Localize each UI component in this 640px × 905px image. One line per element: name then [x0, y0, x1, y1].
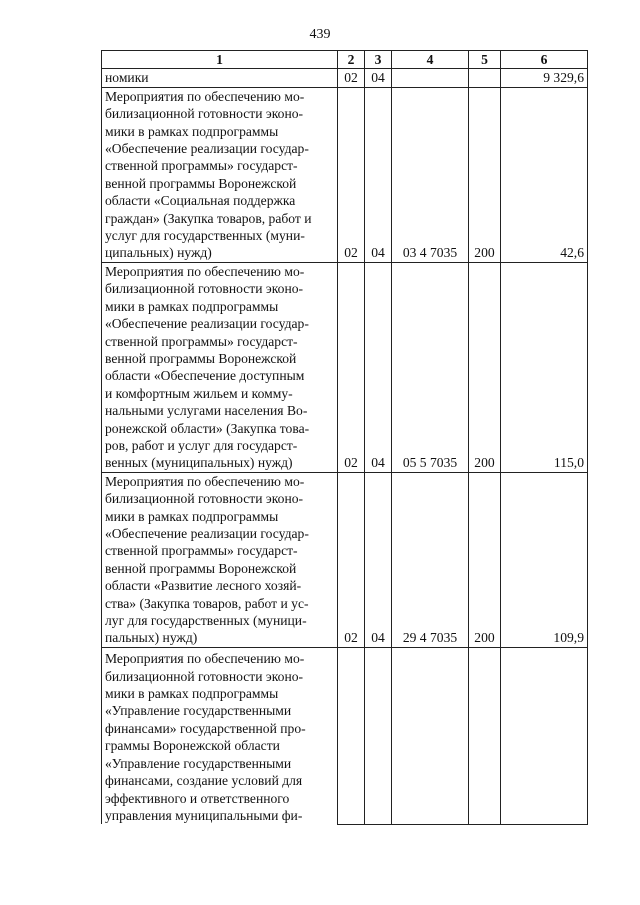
- description-line: билизационной готовности эконо-: [105, 281, 304, 297]
- target-article-code: 29 4 7035: [392, 472, 469, 647]
- table-row: [102, 647, 588, 824]
- row-description: [102, 647, 338, 824]
- description-line: билизационной готовности эконо-: [105, 491, 304, 507]
- section-code: [338, 647, 365, 824]
- description-line: финансами, создание условий для: [105, 773, 303, 789]
- target-article-code: 05 5 7035: [392, 262, 469, 472]
- description-line: области «Развитие лесного хозяй-: [105, 578, 302, 594]
- description-line: эффективного и ответственного: [105, 790, 290, 806]
- subsection-code: 04: [365, 262, 392, 472]
- description-line: ственной программы» государст-: [105, 543, 298, 559]
- description-line: Мероприятия по обеспечению мо-: [105, 473, 305, 489]
- description-line: мики в рамках подпрограммы: [105, 686, 279, 702]
- description-line: финансами» государственной про-: [105, 720, 306, 736]
- description-line: «Обеспечение реализации государ-: [105, 141, 309, 157]
- description-line: области «Обеспечение доступным: [105, 368, 305, 384]
- subsection-code: [365, 647, 392, 824]
- description-line: области «Социальная поддержка: [105, 193, 296, 209]
- description-line: венной программы Воронежской: [105, 350, 297, 366]
- section-code: 02: [338, 262, 365, 472]
- description-line: билизационной готовности эконо-: [105, 106, 304, 122]
- description-line: «Обеспечение реализации государ-: [105, 525, 309, 541]
- section-code: 02: [338, 87, 365, 262]
- column-header: 3: [365, 51, 392, 69]
- description-line: Мероприятия по обеспечению мо-: [105, 263, 305, 279]
- description-line: «Управление государственными: [105, 755, 292, 771]
- section-code: 02: [338, 472, 365, 647]
- description-line: и комфортным жильем и комму-: [105, 385, 293, 401]
- table-row: [102, 87, 588, 262]
- description-line: ственной программы» государст-: [105, 158, 298, 174]
- expense-type-code: [469, 69, 501, 87]
- table-row: [102, 262, 588, 472]
- description-line: номики: [105, 70, 149, 86]
- column-header: 1: [102, 51, 338, 69]
- description-line: услуг для государственных (муни-: [105, 228, 305, 244]
- amount: 42,6: [501, 87, 588, 262]
- description-line: пальных) нужд): [105, 630, 198, 646]
- description-line: «Управление государственными: [105, 703, 292, 719]
- description-line: ципальных) нужд): [105, 245, 212, 261]
- table-header-row: [102, 51, 588, 69]
- target-article-code: [392, 647, 469, 824]
- description-line: венных (муниципальных) нужд): [105, 455, 293, 471]
- column-header: 6: [501, 51, 588, 69]
- row-description: [102, 87, 338, 262]
- column-header: 5: [469, 51, 501, 69]
- description-line: граммы Воронежской области: [105, 738, 280, 754]
- expense-type-code: 200: [469, 472, 501, 647]
- description-line: граждан» (Закупка товаров, работ и: [105, 210, 312, 226]
- expense-type-code: 200: [469, 87, 501, 262]
- description-line: Мероприятия по обеспечению мо-: [105, 651, 305, 667]
- column-header: 2: [338, 51, 365, 69]
- row-description: [102, 69, 338, 87]
- description-line: венной программы Воронежской: [105, 175, 297, 191]
- target-article-code: 03 4 7035: [392, 87, 469, 262]
- subsection-code: 04: [365, 87, 392, 262]
- subsection-code: 04: [365, 69, 392, 87]
- amount: [501, 647, 588, 824]
- description-line: билизационной готовности эконо-: [105, 668, 304, 684]
- description-line: луг для государственных (муници-: [105, 613, 307, 628]
- subsection-code: 04: [365, 472, 392, 647]
- description-line: мики в рамках подпрограммы: [105, 123, 279, 139]
- expense-type-code: 200: [469, 262, 501, 472]
- description-line: мики в рамках подпрограммы: [105, 508, 279, 524]
- description-line: Мероприятия по обеспечению мо-: [105, 88, 305, 104]
- description-line: ронежской области» (Закупка това-: [105, 420, 310, 436]
- table-row: [102, 472, 588, 647]
- target-article-code: [392, 69, 469, 87]
- column-header: 4: [392, 51, 469, 69]
- description-line: ров, работ и услуг для государст-: [105, 437, 298, 453]
- description-line: управления муниципальными фи-: [105, 807, 303, 823]
- page-number: 439: [309, 27, 331, 42]
- description-line: венной программы Воронежской: [105, 560, 297, 576]
- amount: 115,0: [501, 262, 588, 472]
- budget-table: [101, 50, 588, 825]
- description-line: мики в рамках подпрограммы: [105, 298, 279, 314]
- amount: 109,9: [501, 472, 588, 647]
- description-line: ственной программы» государст-: [105, 333, 298, 349]
- expense-type-code: [469, 647, 501, 824]
- table-row: [102, 69, 588, 87]
- row-description: [102, 262, 338, 472]
- description-line: «Обеспечение реализации государ-: [105, 316, 309, 332]
- description-line: нальными услугами населения Во-: [105, 403, 308, 419]
- section-code: 02: [338, 69, 365, 87]
- amount: 9 329,6: [501, 69, 588, 87]
- description-line: ства» (Закупка товаров, работ и ус-: [105, 595, 309, 611]
- row-description: [102, 472, 338, 647]
